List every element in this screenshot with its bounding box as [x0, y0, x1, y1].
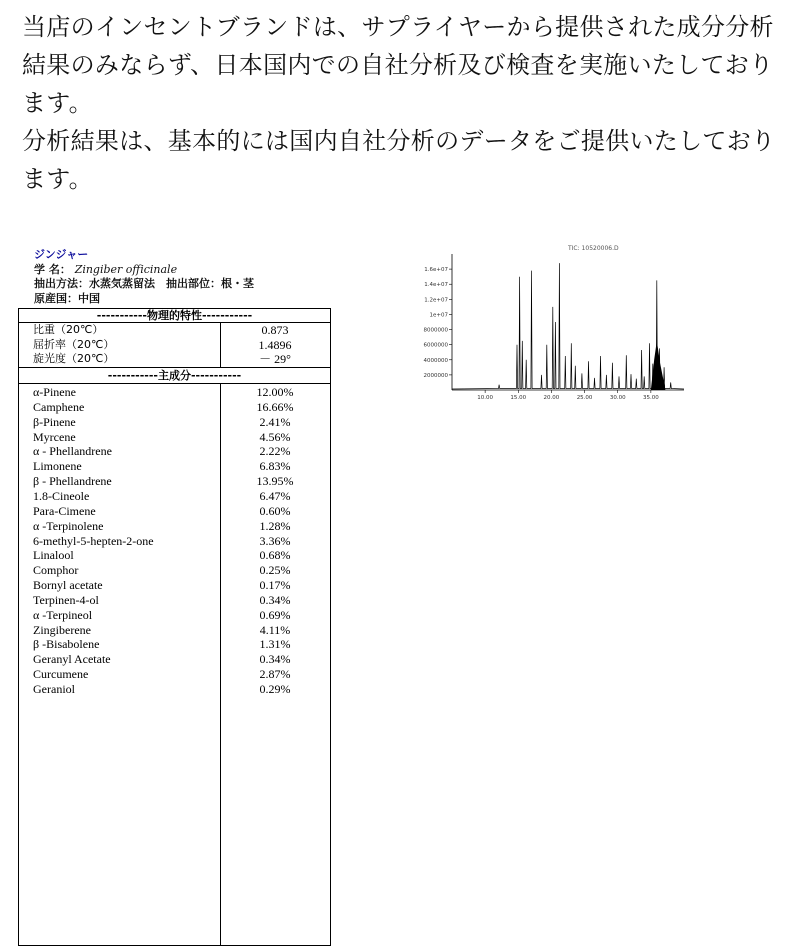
sheet-header [34, 248, 334, 306]
component-percentage: 6.47% [259, 488, 291, 503]
component-name: Camphene [33, 399, 85, 414]
component-percentage: 12.00% [256, 385, 294, 399]
y-tick-label: 1.2e+07 [424, 297, 448, 304]
component-percentage: 0.69% [259, 607, 291, 622]
component-name: Para-Cimene [33, 503, 96, 518]
component-row [19, 430, 330, 445]
intro-text [22, 8, 782, 198]
y-tick-label: 1.4e+07 [424, 282, 448, 289]
physical-properties-header: -----------物理的特性----------- [96, 309, 253, 322]
component-name: Limonene [33, 459, 82, 474]
component-percentage: 4.56% [259, 429, 291, 444]
property-name: 旋光度（20℃） [33, 352, 115, 365]
component-percentage: 1.28% [259, 518, 291, 533]
y-tick-label: 4000000 [423, 357, 448, 364]
component-row [19, 459, 330, 474]
component-row [19, 578, 330, 593]
x-tick-label: 15.00 [510, 395, 527, 401]
component-name: Curcumene [33, 667, 89, 682]
y-tick-label: 1.6e+07 [424, 267, 448, 274]
component-percentage: 2.41% [259, 414, 291, 429]
chromatogram-trace [452, 263, 684, 389]
component-name: β -Bisabolene [33, 637, 100, 652]
x-tick-label: 10.00 [477, 395, 494, 401]
component-row [19, 593, 330, 608]
component-row [19, 415, 330, 430]
origin-line: 原産国：中国 [34, 291, 100, 305]
component-name: α - Phellandrene [33, 444, 112, 459]
y-tick-label: 2000000 [423, 372, 448, 379]
divider [19, 367, 330, 368]
chromatogram-plot [418, 240, 690, 402]
component-name: Myrcene [33, 429, 76, 444]
component-row [19, 489, 330, 504]
component-name: 6-methyl-5-hepten-2-one [33, 533, 154, 548]
property-value: － 29° [259, 352, 291, 366]
component-percentage: 0.29% [259, 682, 291, 696]
physical-property-row [19, 352, 330, 367]
component-row [19, 385, 330, 400]
component-row [19, 623, 330, 638]
y-tick-label: 6000000 [423, 342, 448, 349]
component-percentage: 0.34% [259, 652, 291, 667]
component-percentage: 4.11% [259, 622, 291, 637]
physical-property-row [19, 338, 330, 353]
component-row [19, 504, 330, 519]
component-name: β-Pinene [33, 414, 76, 429]
x-tick-label: 25.00 [576, 395, 593, 401]
component-name: Zingiberene [33, 622, 91, 637]
y-tick-label: 1e+07 [429, 312, 448, 319]
property-name: 比重（20℃） [33, 323, 104, 336]
component-percentage: 13.95% [256, 474, 294, 489]
component-row [19, 563, 330, 578]
extraction-method-line: 抽出方法：水蒸気蒸留法 抽出部位：根・茎 [34, 277, 254, 290]
components-header: -----------主成分----------- [107, 369, 242, 382]
component-name: Linalool [33, 548, 74, 563]
scientific-name: Zingiber officinale [74, 262, 178, 276]
component-name: Geraniol [33, 682, 75, 696]
divider [19, 383, 330, 384]
component-row [19, 519, 330, 534]
component-percentage: 0.60% [259, 503, 291, 518]
component-percentage: 6.83% [259, 459, 291, 474]
component-percentage: 3.36% [259, 533, 291, 548]
component-name: Terpinen-4-ol [33, 592, 99, 607]
component-percentage: 0.68% [259, 548, 291, 563]
component-name: α -Terpinolene [33, 518, 104, 533]
component-name: Bornyl acetate [33, 578, 103, 593]
intro-paragraph-2: 分析結果は、基本的には国内自社分析のデータをご提供いたしております。 [22, 127, 776, 193]
component-name: 1.8-Cineole [33, 488, 90, 503]
component-row [19, 682, 330, 697]
component-row [19, 534, 330, 549]
x-tick-label: 35.00 [642, 395, 659, 401]
component-row [19, 474, 330, 489]
component-row [19, 637, 330, 652]
property-value: 0.873 [261, 323, 289, 337]
component-row [19, 667, 330, 682]
chromatogram-title: TIC: 10520006.D [568, 245, 619, 252]
component-percentage: 16.66% [256, 399, 294, 414]
x-tick-label: 30.00 [609, 395, 626, 401]
component-row [19, 548, 330, 563]
property-value: 1.4896 [258, 337, 292, 352]
component-name: α -Terpineol [33, 607, 93, 622]
component-row [19, 444, 330, 459]
component-percentage: 2.87% [259, 667, 291, 682]
component-name: Geranyl Acetate [33, 652, 111, 667]
y-tick-label: 8000000 [423, 327, 448, 334]
component-row [19, 652, 330, 667]
component-percentage: 2.22% [259, 444, 291, 459]
component-row [19, 400, 330, 415]
component-name: Comphor [33, 563, 79, 578]
intro-paragraph-1: 当店のインセントブランドは、サプライヤーから提供された成分分析結果のみならず、日本国内での自社分析及び検査を実施いたしております。 [22, 13, 774, 117]
component-name: β - Phellandrene [33, 474, 112, 489]
physical-property-row [19, 323, 330, 338]
oil-name: ジンジャー [34, 248, 89, 261]
property-name: 屈折率（20℃） [33, 337, 115, 351]
component-percentage: 0.17% [259, 578, 291, 593]
component-row [19, 608, 330, 623]
chromatogram [418, 240, 690, 402]
component-percentage: 0.25% [259, 563, 291, 578]
scientific-name-line [34, 263, 334, 278]
analysis-table [18, 308, 331, 946]
component-name: α-Pinene [33, 385, 76, 399]
component-percentage: 0.34% [259, 592, 291, 607]
scientific-name-label: 学 名： [34, 262, 71, 276]
component-percentage: 1.31% [259, 637, 291, 652]
x-tick-label: 20.00 [543, 395, 560, 401]
